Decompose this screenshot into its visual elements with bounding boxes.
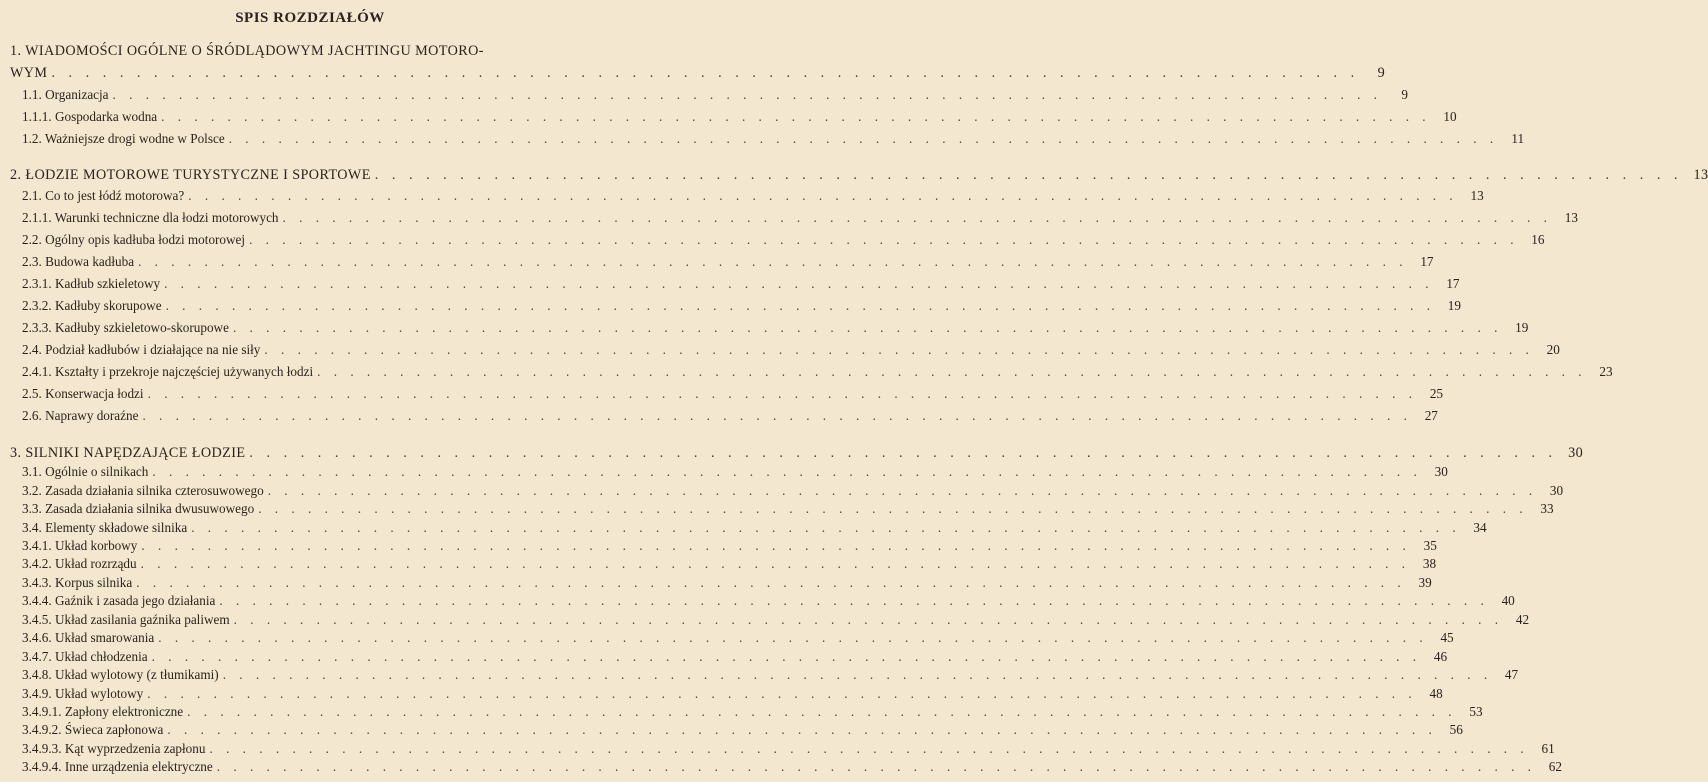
toc-leader: . . . . . . . . . . . . . . . . . . . . . . . . . . . . . . . . . . . . . . . . . . . . . . . . . . . . . . . . . . . . . . . . . . . . . . . . . . . . . xyxy=(112,86,1382,102)
toc-entry-label: 3.4.9.4. Inne urządzenia elektryczne xyxy=(22,759,213,775)
toc-entry-label: 2. ŁODZIE MOTOROWE TURYSTYCZNE I SPORTOWE xyxy=(10,166,371,183)
toc-page-number: 19 xyxy=(1515,319,1529,335)
toc-entry xyxy=(22,290,1461,313)
toc-page-number: 45 xyxy=(1440,630,1454,646)
toc-entry-label: 1.1. Organizacja xyxy=(22,86,109,102)
toc-page-number: 9 xyxy=(1401,86,1408,102)
toc-entry-label: 2.4.1. Kształty i przekroje najczęściej używanych łodzi xyxy=(22,363,314,379)
toc-entry-label: 3.4.3. Korpus silnika xyxy=(22,574,133,590)
toc-entry-label: 3.4.4. Gaźnik i zasada jego działania xyxy=(22,593,216,609)
toc-leader: . . . . . . . . . . . . . . . . . . . . . . . . . . . . . . . . . . . . . . . . . . . . . . . . . . . . . . . . . . . . . . . . . . . . . . . . . . . . . xyxy=(136,574,1406,590)
toc-page-number: 53 xyxy=(1469,704,1483,720)
toc-entry-label: 2.4. Podział kadłubów i działające na nie siły xyxy=(22,341,261,357)
toc-page-number: 61 xyxy=(1541,740,1555,756)
toc-entry-label: 2.2. Ogólny opis kadłuba łodzi motorowej xyxy=(22,231,246,247)
toc-leader: . . . . . . . . . . . . . . . . . . . . . . . . . . . . . . . . . . . . . . . . . . . . . . . . . . . . . . . . . . . . . . . . . . . . . . . . . . . . . xyxy=(282,209,1552,225)
toc-leader: . . . . . . . . . . . . . . . . . . . . . . . . . . . . . . . . . . . . . . . . . . . . . . . . . . . . . . . . . . . . . . . . . . . . . . . . . . . . . xyxy=(267,482,1538,498)
toc-page-number: 23 xyxy=(1599,363,1613,379)
toc-entry-label: 1.2. Ważniejsze drogi wodne w Polsce xyxy=(22,130,225,146)
toc-page-number: 25 xyxy=(1429,385,1444,401)
toc-leader: . . . . . . . . . . . . . . . . . . . . . . . . . . . . . . . . . . . . . . . . . . . . . . . . . . . . . . . . . . . . . . . . . . . . . . . . . . . . . xyxy=(147,385,1418,401)
toc-leader: . . . . . . . . . . . . . . . . . . . . . . . . . . . . . . . . . . . . . . . . . . . . . . . . . . . . . . . . . . . . . . . . . . . . . . . . . . . . . . . . xyxy=(216,759,1536,775)
toc-entry-label: 3.4.1. Układ korbowy xyxy=(22,538,138,554)
toc-leader: . . . . . . . . . . . . . . . . . . . . . . . . . . . . . . . . . . . . . . . . . . . . . . . . . . . . . . . . . . . . . . . . . . . . . . . . . . . . . xyxy=(232,319,1503,335)
toc-entry xyxy=(22,312,1529,335)
toc-page-number: 47 xyxy=(1504,667,1519,683)
toc-leader: . . . . . . . . . . . . . . . . . . . . . . . . . . . . . . . . . . . . . . . . . . . . . . . . . . . . . . . . . . . . . . . . . . . . . . . . . . . . . xyxy=(188,187,1458,203)
toc-page-number: 30 xyxy=(1568,444,1584,461)
page-title: SPIS ROZDZIAŁÓW xyxy=(235,10,385,26)
toc-leader: . . . . . . . . . . . . . . . . . . . . . . . . . . . . . . . . . . . . . . . . . . . . . . . . . . . . . . . . . . . . . . . . . . . . . . . . . . . . . xyxy=(140,556,1411,572)
toc-entry-label: 2.3.2. Kadłuby skorupowe xyxy=(22,297,162,313)
toc-entry-label: 3.3. Zasada działania silnika dwusuwowego xyxy=(22,501,255,517)
toc-entry xyxy=(22,202,1578,225)
toc-leader: . . . . . . . . . . . . . . . . . . . . . . . . . . . . . . . . . . . . . . . . . . . . . . . . . . . . . . . . . . . . . . . . . . . . . . . . . . . . . xyxy=(164,275,1434,291)
toc-entry xyxy=(22,79,1408,102)
toc-page-number: 10 xyxy=(1443,108,1457,124)
toc-leader: . . . . . . . . . . . . . . . . . . . . . . . . . . . . . . . . . . . . . . . . . . . . . . . . . . . . . . . . . . . . . . . . . . . . . . . . . . . . . xyxy=(249,231,1519,247)
toc-page-number: 34 xyxy=(1473,519,1487,535)
toc-page-number: 11 xyxy=(1511,130,1525,146)
toc-page-number: 42 xyxy=(1515,611,1530,627)
toc-entry xyxy=(22,334,1560,357)
toc-entry-label: 3. SILNIKI NAPĘDZAJĄCE ŁODZIE xyxy=(10,444,246,461)
toc-entry-label: 2.5. Konserwacja łodzi xyxy=(22,385,144,401)
toc-page-number: 13 xyxy=(1564,209,1578,225)
toc-leader: . . . . . . . . . . . . . . . . . . . . . . . . . . . . . . . . . . . . . . . . . . . . . . . . . . . . . . . . . . . . . . . . . . . . . . . . . . . . . xyxy=(51,64,1360,81)
toc-page-number: 39 xyxy=(1418,574,1432,590)
toc-leader: . . . . . . . . . . . . . . . . . . . . . . . . . . . . . . . . . . . . . . . . . . . . . . . . . . . . . . . . . . . . . . . . . . . . . . . . . . . . . xyxy=(142,407,1412,423)
toc-entry xyxy=(22,268,1460,291)
toc-page-number: 17 xyxy=(1446,275,1460,291)
toc-page-number: 40 xyxy=(1501,593,1515,609)
toc-entry-label: 3.4.9.2. Świeca zapłonowa xyxy=(22,722,164,738)
toc-leader: . . . . . . . . . . . . . . . . . . . . . . . . . . . . . . . . . . . . . . . . . . . . . . . . . . . . . . . . . . . . . . . . . . . . . . . . . . . . . xyxy=(161,108,1431,124)
toc-leader: . . . . . . . . . . . . . . . . . . . . . . . . . . . . . . . . . . . . . . . . . . . . . . . . . . . . . . . . . . . . . . . . . . . . . . . . . . . . . xyxy=(151,648,1422,664)
toc-entry-label: 2.6. Naprawy doraźne xyxy=(22,407,139,423)
toc-leader: . . . . . . . . . . . . . . . . . . . . . . . . . . . . . . . . . . . . . . . . . . . . . . . . . . . . . . . . . . . . . . . . . . . . . . . . . . . . . xyxy=(228,130,1499,146)
toc-entry-label: 3.4.5. Układ zasilania gaźnika paliwem xyxy=(22,611,230,627)
toc-entry xyxy=(10,58,1386,81)
toc-entry xyxy=(22,246,1434,269)
toc-entry-label: 2.3.1. Kadłub szkieletowy xyxy=(22,275,161,291)
toc-page-number: 46 xyxy=(1433,648,1448,664)
toc-entry-label: WYM xyxy=(10,64,48,81)
toc-leader: . . . . . . . . . . . . . . . . . . . . . . . . . . . . . . . . . . . . . . . . . . . . . . . . . . . . . . . . . . . . . . . . . . . . . . . . . . . . . xyxy=(317,363,1587,379)
toc-page-number: 30 xyxy=(1434,464,1448,480)
toc-leader: . . . . . . . . . . . . . . . . . . . . . . . . . . . . . . . . . . . . . . . . . . . . . . . . . . . . . . . . . . . . . . . . . . . . . . . . . . . . . xyxy=(141,538,1411,554)
toc-leader: . . . . . . . . . . . . . . . . . . . . . . . . . . . . . . . . . . . . . . . . . . . . . . . . . . . . . . . . . . . . . . . . . . . . . . . . . . . . . xyxy=(158,630,1428,646)
toc-page-number: 30 xyxy=(1549,482,1564,498)
toc-leader: . . . . . . . . . . . . . . . . . . . . . . . . . . . . . . . . . . . . . . . . . . . . . . . . . . . . . . . . . . . . . . . . . . . . . . . . . . . . . xyxy=(147,685,1417,701)
toc-entry xyxy=(22,378,1444,401)
toc-page-number: 56 xyxy=(1449,722,1463,738)
toc-entry-label: 3.2. Zasada działania silnika czterosuwowego xyxy=(22,482,264,498)
toc-page-number: 13 xyxy=(1693,166,1708,183)
toc-leader: . . . . . . . . . . . . . . . . . . . . . . . . . . . . . . . . . . . . . . . . . . . . . . . . . . . . . . . . . . . . . . . . . . . . . . . . . . . . . xyxy=(138,253,1408,269)
toc-entry-label: 2.3. Budowa kadłuba xyxy=(22,253,135,269)
toc-entry xyxy=(22,123,1525,146)
toc-entry xyxy=(10,160,1708,183)
toc-leader: . . . . . . . . . . . . . . . . . . . . . . . . . . . . . . . . . . . . . . . . . . . . . . . . . . . . . . . . . . . . . . . . . . . . . . . . . . . . . xyxy=(249,444,1558,461)
toc-entry-label: 2.1. Co to jest łódź motorowa? xyxy=(22,187,185,203)
toc-entry xyxy=(22,400,1438,423)
toc-chapter-heading: 1. WIADOMOŚCI OGÓLNE O ŚRÓDLĄDOWYM JACHTINGU MOTORO- xyxy=(10,43,484,59)
toc-page-number: 17 xyxy=(1420,253,1434,269)
toc-entry-label: 3.4.9.3. Kąt wyprzedzenia zapłonu xyxy=(22,740,206,756)
toc-entry-label: 3.4. Elementy składowe silnika xyxy=(22,519,188,535)
toc-leader: . . . . . . . . . . . . . . . . . . . . . . . . . . . . . . . . . . . . . . . . . . . . . . . . . . . . . . . . . . . . . . . . . . . . . . . . . . . . . xyxy=(167,722,1437,738)
toc-leader: . . . . . . . . . . . . . . . . . . . . . . . . . . . . . . . . . . . . . . . . . . . . . . . . . . . . . . . . . . . . . . . . . . . . . . . . . . . . . xyxy=(219,593,1489,609)
toc-entry-label: 3.4.7. Układ chłodzenia xyxy=(22,648,148,664)
toc-leader: . . . . . . . . . . . . . . . . . . . . . . . . . . . . . . . . . . . . . . . . . . . . . . . . . . . . . . . . . . . . . . . . . . . . . . . . . . . . . xyxy=(374,166,1683,183)
toc-entry-label: 3.4.8. Układ wylotowy (z tłumikami) xyxy=(22,667,219,683)
toc-page-number: 48 xyxy=(1429,685,1443,701)
toc-page-number: 27 xyxy=(1424,407,1438,423)
toc-page-number: 62 xyxy=(1548,759,1562,775)
toc-page-number: 16 xyxy=(1531,231,1545,247)
toc-entry-label: 3.4.6. Układ smarowania xyxy=(22,630,155,646)
toc-leader: . . . . . . . . . . . . . . . . . . . . . . . . . . . . . . . . . . . . . . . . . . . . . . . . . . . . . . . . . . . . . . . . . . . . . . . . . . . . . xyxy=(233,611,1504,627)
toc-leader: . . . . . . . . . . . . . . . . . . . . . . . . . . . . . . . . . . . . . . . . . . . . . . . . . . . . . . . . . . . . . . . . . . . . . . . . . . . . . xyxy=(165,297,1435,313)
toc-page-number: 19 xyxy=(1447,297,1461,313)
toc-leader: . . . . . . . . . . . . . . . . . . . . . . . . . . . . . . . . . . . . . . . . . . . . . . . . . . . . . . . . . . . . . . . . . . . . . . . . . . . . . xyxy=(191,519,1461,535)
toc-leader: . . . . . . . . . . . . . . . . . . . . . . . . . . . . . . . . . . . . . . . . . . . . . . . . . . . . . . . . . . . . . . . . . . . . . . . . . . . . . xyxy=(264,341,1534,357)
toc-entry-label: 3.1. Ogólnie o silnikach xyxy=(22,464,149,480)
toc-entry-label: 2.3.3. Kadłuby szkieletowo-skorupowe xyxy=(22,319,229,335)
toc-page-number: 13 xyxy=(1470,187,1484,203)
toc-page-number: 20 xyxy=(1546,341,1560,357)
toc-entry-label: 1.1.1. Gospodarka wodna xyxy=(22,108,158,124)
toc-leader: . . . . . . . . . . . . . . . . . . . . . . . . . . . . . . . . . . . . . . . . . . . . . . . . . . . . . . . . . . . . . . . . . . . . . . . . . . . . . xyxy=(258,501,1528,517)
toc-entry-label: 2.1.1. Warunki techniczne dla łodzi motorowych xyxy=(22,209,279,225)
toc-entry-label: 3.4.2. Układ rozrządu xyxy=(22,556,137,572)
toc-leader: . . . . . . . . . . . . . . . . . . . . . . . . . . . . . . . . . . . . . . . . . . . . . . . . . . . . . . . . . . . . . . . . . . . . . . . . . . . . . . . . xyxy=(209,740,1529,756)
toc-entry xyxy=(22,101,1457,124)
toc-entry xyxy=(22,356,1613,379)
toc-entry-label: 3.4.9.1. Zapłony elektroniczne xyxy=(22,704,184,720)
toc-entry-label: 3.4.9. Układ wylotowy xyxy=(22,685,144,701)
toc-leader: . . . . . . . . . . . . . . . . . . . . . . . . . . . . . . . . . . . . . . . . . . . . . . . . . . . . . . . . . . . . . . . . . . . . . . . . . . . . . xyxy=(187,704,1457,720)
toc-page-number: 9 xyxy=(1377,64,1386,81)
toc-page-number: 33 xyxy=(1540,501,1554,517)
toc-page-number: 35 xyxy=(1423,538,1437,554)
toc-leader: . . . . . . . . . . . . . . . . . . . . . . . . . . . . . . . . . . . . . . . . . . . . . . . . . . . . . . . . . . . . . . . . . . . . . . . . . . . . . xyxy=(222,667,1493,683)
toc-entry xyxy=(22,752,1562,775)
toc-entry xyxy=(22,224,1545,247)
toc-leader: . . . . . . . . . . . . . . . . . . . . . . . . . . . . . . . . . . . . . . . . . . . . . . . . . . . . . . . . . . . . . . . . . . . . . . . . . . . . . xyxy=(152,464,1422,480)
toc-entry xyxy=(22,180,1484,203)
toc-page-number: 38 xyxy=(1422,556,1437,572)
